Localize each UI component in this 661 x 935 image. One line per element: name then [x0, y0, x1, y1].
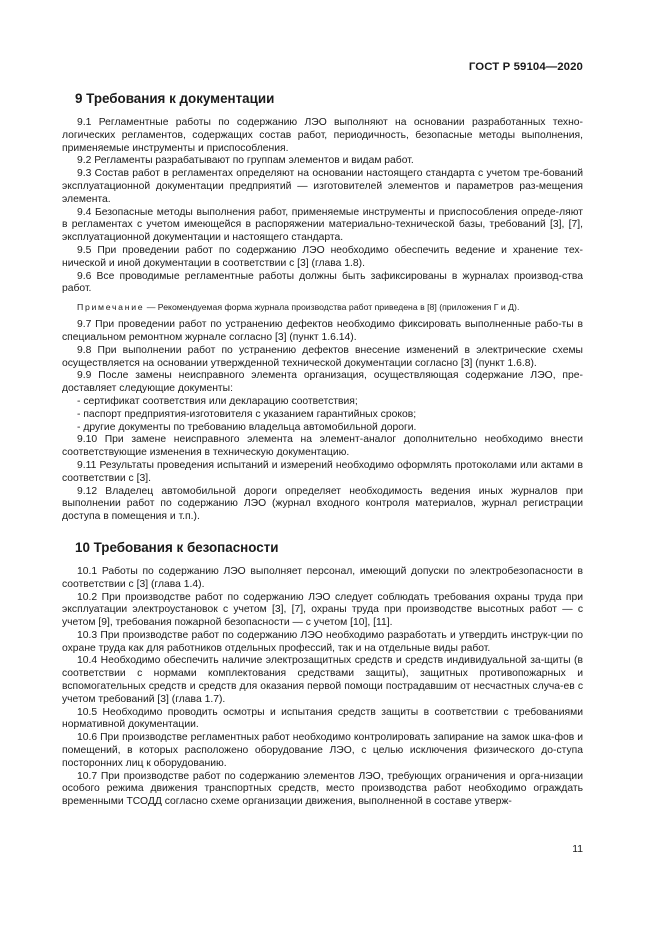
- section-10-title: 10 Требования к безопасности: [75, 539, 279, 555]
- paragraph-9-9: 9.9 После замены неисправного элемента организация, осуществляющая содержание ЛЭО, пре-доставляет следующие документы:: [62, 370, 583, 395]
- paragraph-9-3: 9.3 Состав работ в регламентах определяют на основании настоящего стандарта с учетом тре-бований эксплуатационной документации предприятий — изготовителей элементов и параметров раз-мещения элемента.: [62, 168, 583, 205]
- paragraph-9-12: 9.12 Владелец автомобильной дороги определяет необходимость ведения иных журналов при выполнении работ по содержанию ЛЭО (журнал входного контроля материалов, журнал регистрации доступа в помещения и т.п.).: [62, 485, 583, 523]
- paragraph-9-4: 9.4 Безопасные методы выполнения работ, применяемые инструменты и приспособления опреде-ляют в регламентах с учетом имеющейся в распоряжении материально-технической базы, требований [3], [7], эксплуатационной документации и настоящего стандарта.: [62, 206, 583, 244]
- paragraph-9-10: 9.10 При замене неисправного элемента на элемент-аналог дополнительно необходимо внести соответствующие изменения в техническую документацию.: [62, 434, 583, 459]
- paragraph-9-6: 9.6 Все проводимые регламентные работы должны быть зафиксированы в журналах производ-ства работ.: [62, 270, 583, 295]
- note: [62, 302, 583, 313]
- standard-designation: ГОСТ Р 59104—2020: [468, 61, 583, 73]
- paragraph-10-7: 10.7 При производстве работ по содержанию элементов ЛЭО, требующих ограничения и орга-низации особого режима движения транспортных средств, место производства работ необходимо ограждать временными ТСОДД согласно схеме организации движения, выполненной в составе утверж-: [62, 770, 583, 808]
- note-label: Примечание: [77, 302, 145, 313]
- paragraph-10-2: 10.2 При производстве работ по содержанию ЛЭО следует соблюдать требования охраны труда при эксплуатации электроустановок с учетом [3], [7], охраны труда при производстве высотных работ — с учетом [9], требования пожарной безопасности — с учетом [10], [11].: [62, 591, 583, 629]
- paragraph-10-5: 10.5 Необходимо проводить осмотры и испытания средств защиты в соответствии с требованиями нормативной документации.: [62, 706, 583, 731]
- paragraph-9-11: 9.11 Результаты проведения испытаний и измерений необходимо оформлять протоколами или актами в соответствии с [3].: [62, 459, 583, 484]
- page-number: 11: [572, 844, 583, 855]
- paragraph-9-7: 9.7 При проведении работ по устранению дефектов необходимо фиксировать выполненные рабо-ты в специальном ремонтном журнале согласно [3] (пункт 1.6.14).: [62, 319, 583, 343]
- section-9-title: 9 Требования к документации: [75, 91, 275, 106]
- list-item: - сертификат соответствия или декларацию соответствия;: [77, 395, 358, 407]
- paragraph-10-4: 10.4 Необходимо обеспечить наличие электрозащитных средств и средств индивидуальной за-щиты (в соответствии с нормами комплектования средствами защиты), защитных противопожарных и вспомогательных средств и средств для оказания первой помощи пострадавшим от несчастных случа-ев с учетом требований [3] (глава 1.7).: [62, 655, 583, 705]
- list-item: - паспорт предприятия-изготовителя с указанием гарантийных сроков;: [77, 408, 417, 420]
- paragraph-9-5: 9.5 При проведении работ по содержанию ЛЭО необходимо обеспечить ведение и хранение тех-нической и иной документации в соответствии с [3] (глава 1.8).: [62, 244, 583, 269]
- paragraph-10-6: 10.6 При производстве регламентных работ необходимо контролировать запирание на замок шка-фов и помещений, в которых расположено оборудование ЛЭО, с целью исключения физического до-ступа посторонних лиц к оборудованию.: [62, 732, 583, 769]
- note-text: — Рекомендуемая форма журнала производства работ приведена в [8] (приложения Г и Д).: [144, 302, 520, 313]
- paragraph-9-1: 9.1 Регламентные работы по содержанию ЛЭО выполняют на основании разработанных техно-логических регламентов, содержащих состав работ, периодичность, безопасные методы выполнения, применяемые инструменты и приспособления.: [62, 117, 583, 154]
- paragraph-9-8: 9.8 При выполнении работ по устранению дефектов внесение изменений в электрические схемы осуществляется на основании утвержденной технической документации согласно [3] (пункт 1.6.8).: [62, 344, 583, 369]
- paragraph-9-2: 9.2 Регламенты разрабатывают по группам элементов и видам работ.: [77, 155, 414, 167]
- paragraph-10-1: 10.1 Работы по содержанию ЛЭО выполняет персонал, имеющий допуски по электробезопасности в соответствии с [3] (глава 1.4).: [62, 565, 583, 590]
- paragraph-10-3: 10.3 При производстве работ по содержанию ЛЭО необходимо разработать и утвердить инструк-ции по охране труда как для работников отдельных профессий, так и на отдельные виды работ.: [62, 629, 583, 654]
- list-item: - другие документы по требованию владельца автомобильной дороги.: [77, 421, 417, 433]
- page-content: [62, 91, 583, 809]
